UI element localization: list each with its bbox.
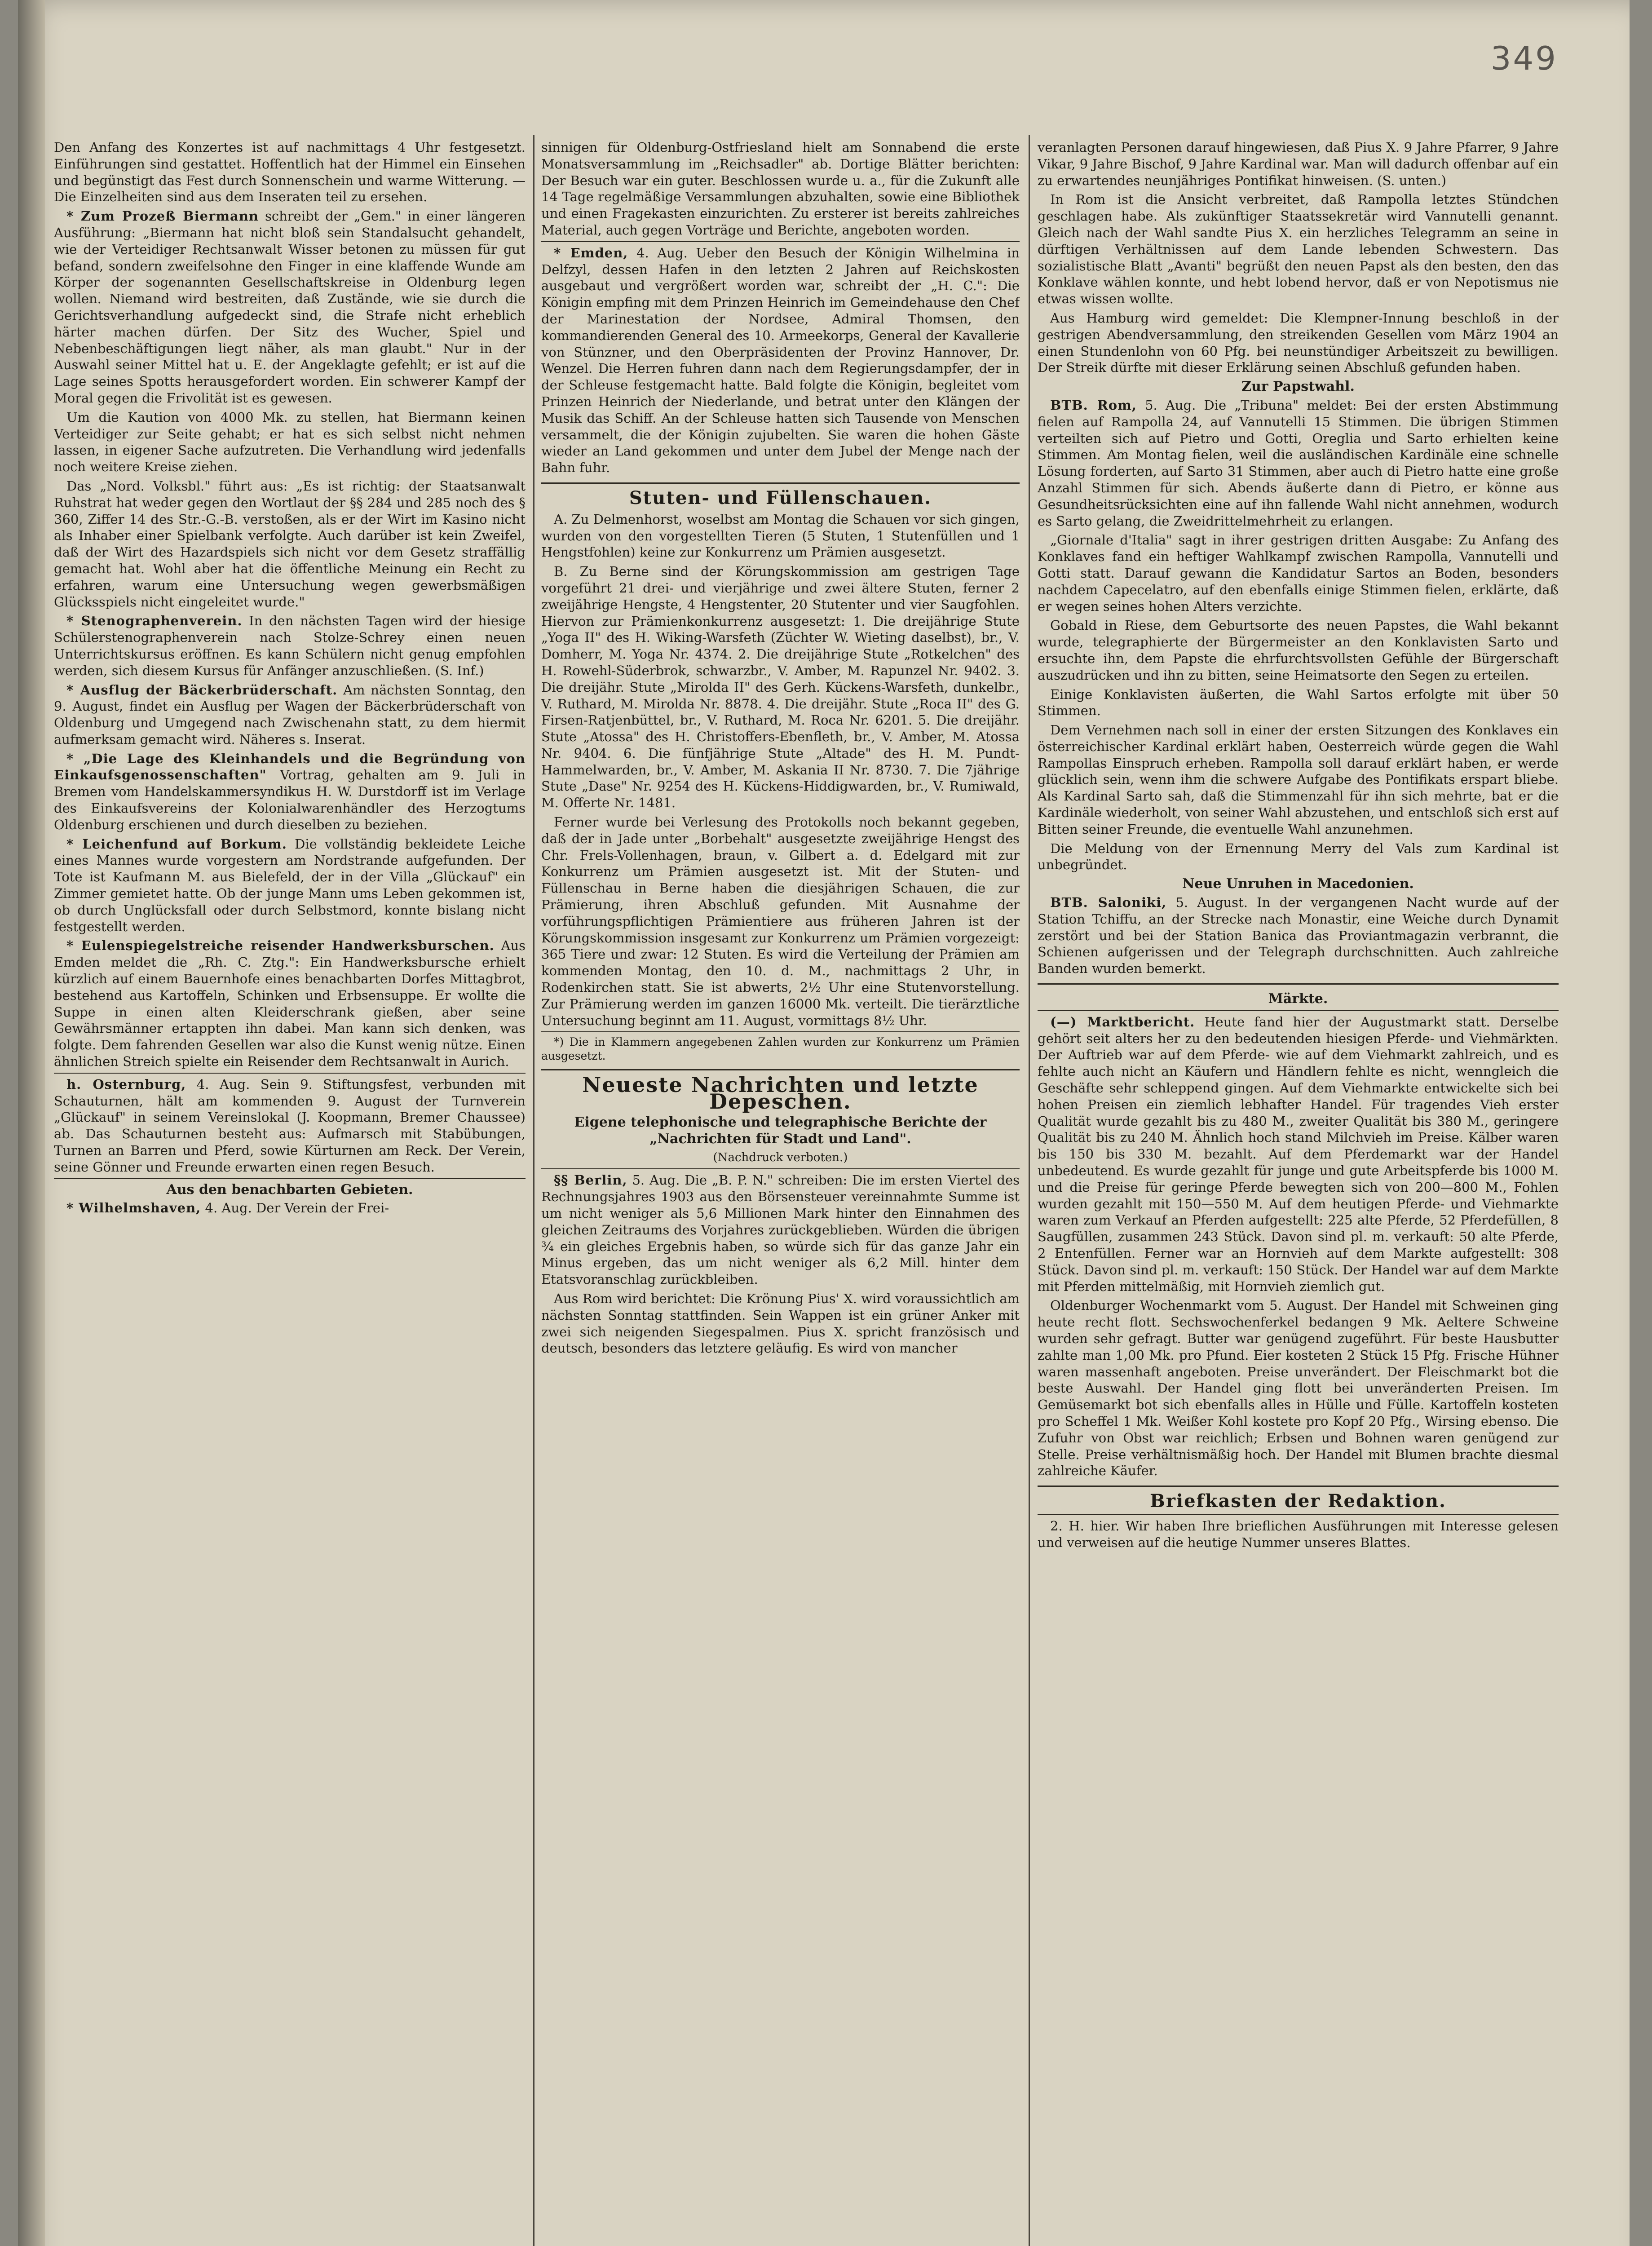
divider <box>1038 1486 1559 1487</box>
page-number: 349 <box>1490 40 1558 77</box>
headline: * Emden, <box>554 245 628 261</box>
section-heading: Aus den benachbarten Gebieten. <box>166 1181 413 1198</box>
divider <box>541 1069 1020 1070</box>
headline: * Leichenfund auf Borkum. <box>66 836 287 852</box>
headline: * Stenographenverein. <box>66 613 243 629</box>
reprint-notice: (Nachdruck verboten.) <box>713 1150 848 1164</box>
article-berlin <box>541 1172 1020 1288</box>
section-heading: Neueste Nachrichten und letzte Depeschen. <box>582 1073 979 1114</box>
paragraph: Oldenburger Wochenmarkt vom 5. August. Der Handel mit Schweinen ging heute recht flott. Sechswochenferkel bedangen 9 Mk. Aeltere Schweine wurden sehr gefragt. Butter war genügend zugeführt. Für beste Hausbutter zahlte man 1,00 Mk. pro Pfund. Eier kosteten 2 Stück 15 Pfg. Frische Hühner waren massenhaft angeboten. Preise unverändert. Der Fleischmarkt bot die beste Auswahl. Der Handel ging flott bei unveränderten Preisen. Im Gemüsemarkt bot sich ebenfalls alles in Hülle und Fülle. Kartoffeln kosteten pro Scheffel 1 Mk. Weißer Kohl kostete pro Kopf 20 Pfg., Wirsing ebenso. Die Zufuhr von Obst war reichlich; Erbsen und Bohnen waren genügend zur Stelle. Preise verhältnismäßig hoch. Der Handel mit Blumen brachte diesmal zahlreiche Käufer. <box>1038 1298 1559 1479</box>
article-text: 5. Aug. Die „B. P. N." schreiben: Die im ersten Viertel des Rechnungsjahres 1903 aus den Börsensteuer vereinnahmte Summe ist um nicht weniger als 5,6 Millionen Mark hinter den Einnahmen des gleichen Zeitraums des Vorjahres zurückgeblieben. Würden die übrigen ¾ ein gleiches Ergebnis haben, so würde sich für das ganze Jahr ein Minus ergeben, das um nicht weniger als 6,2 Mill. hinter dem Etatsvoranschlag zurückbleiben. <box>541 1172 1020 1287</box>
headline: BTB. Saloniki, <box>1050 895 1167 911</box>
paragraph: sinnigen für Oldenburg-Ostfriesland hielt am Sonnabend die erste Monatsversammlung im „Reichsadler" ab. Dortige Blätter berichten: Der Besuch war ein guter. Beschlossen wurde u. a., für die Zukunft alle 14 Tage regelmäßige Versammlungen abzuhalten, sowie eine Bibliothek und einen Fragekasten einzurichten. Zu ersterer ist bereits zahlreiches Material, auch gegen Vorträge und Berichte, angeboten worden. <box>541 140 1020 238</box>
article-text: 5. Aug. Die „Tribuna" meldet: Bei der ersten Abstimmung fielen auf Rampolla 24, auf Vannutelli 15 Stimmen. Die übrigen Stimmen verteilten sich auf Pietro und Gotti, Oreglia und Sarto erhielten keine Stimmen. Am Montag fielen, weil die ausländischen Kardinäle eine schnelle Lösung forderten, auf Sarto 31 Stimmen, aber auch di Pietro hatte eine große Anzahl Stimmen für sich. Abends äußerte dann di Pietro, er könne aus Gesundheitsrücksichten eine auf ihn fallende Wahl nicht annehmen, wodurch es Sarto gelang, die Zweidrittelmehrheit zu erlangen. <box>1038 397 1559 529</box>
headline: * Ausflug der Bäckerbrüderschaft. <box>66 682 338 698</box>
divider <box>541 1031 1020 1032</box>
article-text: Am nächsten Sonntag, den 9. August, findet ein Ausflug per Wagen der Bäckerbrüderschaft von Oldenburg und Umgegend nach Zwischenahn statt, zu dem hiermit aufmerksam gemacht wird. Näheres s. Inserat. <box>54 682 526 747</box>
divider <box>54 1073 526 1074</box>
article-marktbericht <box>1038 1014 1559 1295</box>
article-wilhelmshaven <box>54 1200 526 1216</box>
article-text: 4. Aug. Der Verein der Frei- <box>205 1200 389 1216</box>
column-2 <box>541 139 1020 2246</box>
footnote: *) Die in Klammern angegebenen Zahlen wurden zur Konkurrenz um Prämien ausgesetzt. <box>541 1035 1020 1063</box>
headline: * „Die Lage des Kleinhandels und die Begründung von Einkaufsgenossenschaften" <box>54 751 526 783</box>
section-heading: Märkte. <box>1268 991 1328 1007</box>
section-heading: Zur Papstwahl. <box>1241 379 1355 395</box>
article-baecker <box>54 682 526 748</box>
divider <box>541 1168 1020 1169</box>
article-osternburg <box>54 1076 526 1176</box>
divider <box>1038 1010 1559 1011</box>
column-rule-2 <box>1029 135 1030 2246</box>
article-text: schreibt der „Gem." in einer längeren Ausführung: „Biermann hat nicht bloß sein Standalsucht gehandelt, wie der Verteidiger Rechtsanwalt Wisser betonen zu müssen für gut befand, sondern zweifelsohne den Finger in eine klaffende Wunde am Körper der sogenannten Gesellschaftskreise in Oldenburg legen wollen. Niemand wird bestreiten, daß Zustände, wie sie durch die Gerichtsverhandlung aufgedeckt sind, die Strafe nicht erheblich härter machen dürfen. Der Sitz des Wucher, Spiel und Nebenbeschäftigungen liegt näher, als man glaubt." Nur in der Auswahl seiner Mittel hat u. E. der Angeklagte gefehlt; er ist auf die Lage seines Spotts herausgefordert worden. Ein schwerer Kampf der Moral gegen die Frivolität ist es gewesen. <box>54 208 526 406</box>
divider <box>541 482 1020 484</box>
article-leichenfund <box>54 836 526 935</box>
article-steno <box>54 613 526 679</box>
column-3 <box>1038 139 1559 2246</box>
section-heading: Briefkasten der Redaktion. <box>1150 1490 1446 1512</box>
article-text: 4. Aug. Sein 9. Stiftungsfest, verbunden mit Schauturnen, hält am kommenden 9. August der Turnverein „Glückauf" in seinem Vereinslokal (J. Koopmann, Bremer Chaussee) ab. Das Schauturnen besteht aus: Aufmarsch mit Stabübungen, Turnen an Barren und Pferd, sowie Kürturnen am Reck. Der Verein, seine Gönner und Freunde erwarten einen regen Besuch. <box>54 1076 526 1175</box>
headline: §§ Berlin, <box>554 1172 627 1188</box>
article-text: 5. August. In der vergangenen Nacht wurde auf der Station Tchiffu, an der Strecke nach Monastir, eine Weiche durch Dynamit zerstört und bei der Station Banica das Proviantmagazin verbrannt, die Schienen aufgerissen und der Telegraph durchschnitten. Auch zahlreiche Banden wurden bemerkt. <box>1038 895 1559 977</box>
divider <box>1038 983 1559 985</box>
column-1 <box>54 139 526 2246</box>
paragraph: Aus Rom wird berichtet: Die Krönung Pius' X. wird voraussichtlich am nächsten Sonntag stattfinden. Sein Wappen ist ein grüner Anker mit zwei sich neigenden Siegespalmen. Pius X. spricht französisch und deutsch, besonders das letztere geläufig. Es wird von mancher <box>541 1291 1020 1356</box>
headline: (—) Marktbericht. <box>1050 1014 1195 1030</box>
article-saloniki <box>1038 894 1559 977</box>
paragraph: veranlagten Personen darauf hingewiesen, daß Pius X. 9 Jahre Pfarrer, 9 Jahre Vikar, 9 Jahre Bischof, 9 Jahre Kardinal war. Man will dadurch offenbar auf ein zu erwartendes neunjähriges Pontifikat hinweisen. (S. unten.) <box>1038 140 1559 188</box>
paragraph: Den Anfang des Konzertes ist auf nachmittags 4 Uhr festgesetzt. Einführungen sind gestattet. Hoffentlich hat der Himmel ein Einsehen und begünstigt das Fest durch Sonnenschein und warme Witterung. — Die Einzelheiten sind aus dem Inseraten teil zu ersehen. <box>54 140 526 205</box>
paragraph: 2. H. hier. Wir haben Ihre brieflichen Ausführungen mit Interesse gelesen und verweisen auf die heutige Nummer unseres Blattes. <box>1038 1518 1559 1550</box>
paragraph: Um die Kaution von 4000 Mk. zu stellen, hat Biermann keinen Verteidiger zur Seite gehabt; er hat es sich selbst nicht nehmen lassen, in eigener Sache aufzutreten. Die Verhandlung wird jedenfalls noch weitere Kreise ziehen. <box>54 409 526 475</box>
article-text: Die vollständig bekleidete Leiche eines Mannes wurde vorgestern am Nordstrande aufgefunden. Der Tote ist Kaufmann M. aus Bielefeld, der in der Villa „Glückauf" ein Zimmer gemietet hatte. Ob der junge Mann ums Leben gekommen ist, ob durch Unglücksfall oder durch Selbstmord, konnte bislang nicht festgestellt werden. <box>54 836 526 934</box>
article-text: In den nächsten Tagen wird der hiesige Schülerstenographenverein nach Stolze-Schrey einen neuen Unterrichtskursus eröffnen. Es kann Schülern nicht genug empfohlen werden, sich diesem Kursus für Anfänger anzuschließen. (S. Inf.) <box>54 613 526 678</box>
column-rule-1 <box>533 135 534 2246</box>
paragraph: Ferner wurde bei Verlesung des Protokolls noch bekannt gegeben, daß der in Jade unter „Borbehalt" ausgesetzte zweijährige Hengst des Chr. Frels-Vollenhagen, braun, v. Gilbert a. d. Edelgard mit zur Konkurrenz um Prämien ausgesetzt ist. Mit der Stuten- und Füllenschau in Berne haben die diesjährigen Schauen, die zur Prämierung, ihren Abschluß gefunden. Mit Ausnahme der vorführungspflichtigen Prämientiere aus früheren Jahren ist der Körungskommission insgesamt zur Konkurrenz um Prämien vorgezeigt: 365 Tiere und zwar: 12 Stuten. Es wird die Verteilung der Prämien am kommenden Montag, den 10. d. M., nachmittags 2 Uhr, in Rodenkirchen statt. Sie ist abwerts, 2½ Uhr eine Stutenvorstellung. Zur Prämierung werden im ganzen 16000 Mk. verteilt. Die tierärztliche Untersuchung beginnt am 11. August, vormittags 8½ Uhr. <box>541 814 1020 1028</box>
paragraph: Gobald in Riese, dem Geburtsorte des neuen Papstes, die Wahl bekannt wurde, telegraphierte der Bürgermeister an den Konklavisten Sarto und ersuchte ihn, dem Papste die ehrfurchtsvollsten Gefühle der Bürgerschaft auszudrücken und ihn zu bitten, seine Heimatsorte den Segen zu erteilen. <box>1038 618 1559 683</box>
article-text: Aus Emden meldet die „Rh. C. Ztg.": Ein Handwerksbursche erhielt kürzlich auf einem Bauernhofe eines benachbarten Dorfes Mittagbrot, bestehend aus Kartoffeln, Schinken und Erbsensuppe. Er wollte die Suppe in einen alten Kleiderschrank gießen, aber seine Gewährsmänner ertappten ihn dabei. Man kann sich denken, was folgte. Dem fahrenden Gesellen war also die Kunst wenig nütze. Einen ähnlichen Streich spielte ein Reisender dem Rechtsanwalt in Aurich. <box>54 938 526 1070</box>
section-subheading: Eigene telephonische und telegraphische Berichte der „Nachrichten für Stadt und Land". <box>574 1114 987 1147</box>
paragraph: A. Zu Delmenhorst, woselbst am Montag die Schauen vor sich gingen, wurden von den vorgestellten Tieren (5 Stuten, 1 Stutenfüllen und 1 Hengstfohlen) keine zur Konkurrenz um Prämien ausgesetzt. <box>541 511 1020 560</box>
binding-edge <box>18 0 45 2246</box>
paragraph: B. Zu Berne sind der Körungskommission am gestrigen Tage vorgeführt 21 drei- und vierjährige und zwei ältere Stuten, ferner 2 zweijährige Hengste, 4 Hengstenter, 20 Stutenter und vier Saugfohlen. Hiervon zur Prämienkonkurrenz ausgesetzt: 1. Die dreijährige Stute „Yoga II" des H. Wiking-Warsfeth (Züchter W. Wieting daselbst), br., V. Domherr, M. Yoga Nr. 4374. 2. Die dreijährige Stute „Rotkelchen" des H. Rowehl-Süderbrok, schwarzbr., V. Amber, M. Rapunzel Nr. 9402. 3. Die dreijähr. Stute „Mirolda II" des Gerh. Kückens-Warsfeth, dunkelbr., V. Ruthard, M. Mirolda Nr. 8878. 4. Die dreijähr. Stute „Roca II" des G. Firsen-Ratjenbüttel, br., V. Ruthard, M. Roca Nr. 6201. 5. Die dreijähr. Stute „Atossa" des H. Christoffers-Ebenfleth, br., V. Amber, M. Atossa Nr. 9404. 6. Die fünfjährige Stute „Altade" des H. M. Pundt-Hammelwarden, br., V. Amber, M. Askania II Nr. 8730. 7. Die 7jährige Stute „Dase" Nr. 9254 des H. Kückens-Hiddigwarden, br., V. Rumiwald, M. Offerte Nr. 1481. <box>541 564 1020 811</box>
divider <box>541 241 1020 242</box>
article-rom <box>1038 397 1559 529</box>
paragraph: Aus Hamburg wird gemeldet: Die Klempner-Innung beschloß in der gestrigen Abendversammlung, den streikenden Gesellen vom März 1904 an einen Stundenlohn von 60 Pfg. bei neunstündiger Arbeitszeit zu bewilligen. Der Streik dürfte mit dieser Erklärung seinen Abschluß gefunden haben. <box>1038 310 1559 376</box>
paragraph: In Rom ist die Ansicht verbreitet, daß Rampolla letztes Stündchen geschlagen habe. Als zukünftiger Staatssekretär wird Vannutelli genannt. Gleich nach der Wahl sandte Pius X. ein herzliches Telegramm an seine in dürftigen Verhältnissen auf dem Lande lebenden Schwestern. Das sozialistische Blatt „Avanti" begrüßt den neuen Papst als den besten, den das Konklave wählen konnte, und hebt lobend hervor, daß er von Nepotismus nie etwas wissen wollte. <box>1038 192 1559 307</box>
article-text: 4. Aug. Ueber den Besuch der Königin Wilhelmina in Delfzyl, dessen Hafen in den letzten 2 Jahren auf Reichskosten ausgebaut und vergrößert worden war, schreibt der „H. C.": Die Königin empfing mit dem Prinzen Heinrich im Gemeindehause den Chef der Marinestation der Nordsee, Admiral Thomsen, den kommandierenden General des 10. Armeekorps, General der Kavallerie von Stünzner, und den Oberpräsidenten der Provinz Hannover, Dr. Wenzel. Die Herren fuhren dann nach dem Regierungsdampfer, der in der Schleuse festgemacht hatte. Bald folgte die Königin, begleitet vom Prinzen Heinrich der Niederlande, und betrat unter den Klängen der Musik das Schiff. An der Schleuse hatten sich Tausende von Menschen versammelt, die der Königin zujubelten. Sie waren die hohen Gäste wieder an Land gekommen und unter dem Jubel der Menge nach der Bahn fuhr. <box>541 245 1020 476</box>
paragraph: Die Meldung von der Ernennung Merry del Vals zum Kardinal ist unbegründet. <box>1038 840 1559 873</box>
article-text: Heute fand hier der Augustmarkt statt. Derselbe gehört seit alters her zu den bedeutenden hiesigen Pferde- und Viehmärkten. Der Auftrieb war auf dem Pferde- wie auf dem Viehmarkt zahlreich, und es fehlte auch nicht an Käufern und Händlern fehlte es nicht, wenngleich die Geschäfte sehr schleppend gingen. Auf dem Viehmarkte entwickelte sich bei hohen Preisen ein ziemlich lebhafter Handel. Für tragendes Vieh erster Qualität wurde gezahlt bis zu 480 M., zweiter Qualität bis 380 M., geringere Qualität bis zu 240 M. Ähnlich hoch stand Milchvieh im Preise. Kälber waren bis 150 bis 330 M. bezahlt. Auf dem Pferdemarkt war der Handel unbedeutend. Es wurde gezahlt für junge und gute Arbeitspferde bis 1000 M. und die Preise für geringe Pferde bewegten sich von 200—800 M., Fohlen wurden gezahlt mit 150—550 M. Auf dem heutigen Pferde- und Viehmarkte waren zum Verkauf an Pferden aufgestellt: 225 alte Pferde, 52 Pferdefüllen, 8 Saugfüllen, zusammen 243 Stück. Davon sind pl. m. verkauft: 50 alte Pferde, 2 Entenfüllen. Ferner war an Hornvieh auf dem Markte aufgestellt: 308 Stück. Davon sind pl. m. verkauft: 150 Stück. Der Handel war auf dem Markte mit Pferden mittelmäßig, mit Hornvieh ziemlich gut. <box>1038 1014 1559 1294</box>
article-eulenspiegel <box>54 937 526 1070</box>
headline: * Wilhelmshaven, <box>66 1200 201 1216</box>
section-heading: Stuten- und Füllenschauen. <box>629 487 932 508</box>
headline: BTB. Rom, <box>1050 397 1137 413</box>
paragraph: Das „Nord. Volksbl." führt aus: „Es ist richtig: der Staatsanwalt Ruhstrat hat weder gegen den Wortlaut der §§ 284 und 285 noch des § 360, Ziffer 14 des Str.-G.-B. verstoßen, als er der Wirt im Kasino nicht als Inhaber einer Spielbank verfolgte. Auch darüber ist kein Zweifel, daß der Wirt des Hazardspiels sich nicht vor dem Gesetz straffällig gemacht hat. Wohl aber hat die öffentliche Meinung ein Recht zu erfahren, warum eine Untersuchung wegen gewerbsmäßigen Glücksspiels nicht eingeleitet wurde." <box>54 478 526 610</box>
divider <box>54 1178 526 1179</box>
article-text: Vortrag, gehalten am 9. Juli in Bremen vom Handelskammersyndikus H. W. Durstdorff ist im Verlage des Einkaufsvereins der Kolonialwarenhändler des Herzogtums Oldenburg erschienen und durch dieselben zu beziehen. <box>54 767 526 832</box>
paragraph: „Giornale d'Italia" sagt in ihrer gestrigen dritten Ausgabe: Zu Anfang des Konklaves fand ein heftiger Wahlkampf zwischen Rampolla, Vannutelli und Gotti statt. Darauf gewann die Kandidatur Sartos an Boden, besonders nachdem Capecelatro, auf den ebenfalls einige Stimmen fielen, erklärte, daß er wegen seines hohen Alters verzichte. <box>1038 532 1559 614</box>
article-kleinhandel <box>54 751 526 833</box>
headline: * Eulenspiegelstreiche reisender Handwerksburschen. <box>66 938 495 954</box>
section-heading: Neue Unruhen in Macedonien. <box>1182 876 1414 892</box>
headline: * Zum Prozeß Biermann <box>66 208 259 224</box>
headline: h. Osternburg, <box>66 1076 186 1092</box>
paragraph: Einige Konklavisten äußerten, die Wahl Sartos erfolgte mit über 50 Stimmen. <box>1038 686 1559 719</box>
divider <box>1038 1514 1559 1515</box>
paragraph: Dem Vernehmen nach soll in einer der ersten Sitzungen des Konklaves ein österreichischer Kardinal erklärt haben, Oesterreich würde gegen die Wahl Rampollas Einspruch erheben. Rampolla soll darauf erklärt haben, er werde glücklich sein, wenn ihm die schwere Aufgabe des Pontifikats erspart bliebe. Als Kardinal Sarto sah, daß die Stimmenzahl für ihn sich mehrte, bat er die Kardinäle wiederholt, von seiner Wahl abzustehen, und entschloß sich erst auf Bitten seiner Freunde, die eventuelle Wahl anzunehmen. <box>1038 722 1559 837</box>
article-emden <box>541 245 1020 476</box>
article-biermann <box>54 208 526 407</box>
